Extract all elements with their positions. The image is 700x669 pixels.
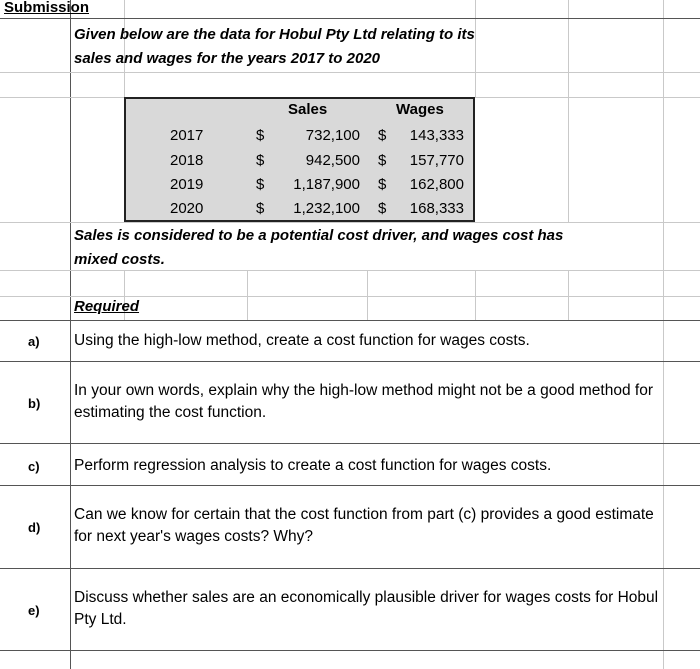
grid-col-line <box>475 0 476 97</box>
header-sales: Sales <box>288 101 328 118</box>
currency-cell: $ <box>256 127 265 144</box>
page-title: Submission <box>4 0 90 16</box>
grid-col-line <box>568 0 569 222</box>
question-label: b) <box>28 396 41 411</box>
question-label: d) <box>28 520 41 535</box>
sales-value-cell: 732,100 <box>305 127 360 144</box>
question-text: Perform regression analysis to create a cost function for wages costs. <box>74 457 552 474</box>
sales-value-cell: 1,187,900 <box>293 176 360 193</box>
grid-row-line <box>0 270 700 271</box>
currency-cell: $ <box>378 176 387 193</box>
grid-row-line <box>0 485 700 486</box>
header-wages: Wages <box>396 101 444 118</box>
question-text: Can we know for certain that the cost function from part (c) provides a good estimate for next year's wages costs? Why? <box>74 506 654 545</box>
grid-row-line <box>0 320 700 321</box>
grid-col-line <box>247 270 248 320</box>
grid-row-line <box>0 222 700 223</box>
grid-row-line <box>0 361 700 362</box>
grid-row-line <box>0 72 700 73</box>
grid-col-line <box>475 270 476 320</box>
question-text: Using the high-low method, create a cost function for wages costs. <box>74 332 530 349</box>
grid-col-line <box>124 0 125 97</box>
wages-value-cell: 168,333 <box>409 200 464 217</box>
intro-line-1: Given below are the data for Hobul Pty Ltd relating to its <box>74 26 475 43</box>
grid-row-line <box>0 568 700 569</box>
currency-cell: $ <box>256 200 265 217</box>
question-label: a) <box>28 334 40 349</box>
question-label: e) <box>28 603 40 618</box>
year-cell: 2017 <box>170 127 204 144</box>
sales-value-cell: 1,232,100 <box>293 200 360 217</box>
wages-value-cell: 162,800 <box>409 176 464 193</box>
grid-row-line <box>0 296 700 297</box>
intro-line-2: sales and wages for the years 2017 to 2020 <box>74 50 380 67</box>
currency-cell: $ <box>378 127 387 144</box>
question-text: Discuss whether sales are an economically plausible driver for wages costs for Hobul Pty Ltd. <box>74 589 659 628</box>
grid-row-line <box>0 443 700 444</box>
note-line-1: Sales is considered to be a potential cost driver, and wages cost has <box>74 227 564 244</box>
year-cell: 2018 <box>170 152 204 169</box>
grid-row-line <box>0 18 700 19</box>
currency-cell: $ <box>256 152 265 169</box>
required-heading: Required <box>74 298 140 315</box>
question-label: c) <box>28 459 40 474</box>
currency-cell: $ <box>378 200 387 217</box>
year-cell: 2020 <box>170 200 204 217</box>
note-line-2: mixed costs. <box>74 251 165 268</box>
grid-col-line <box>568 270 569 320</box>
sales-value-cell: 942,500 <box>305 152 360 169</box>
year-cell: 2019 <box>170 176 204 193</box>
grid-col-line <box>367 270 368 320</box>
currency-cell: $ <box>256 176 265 193</box>
wages-value-cell: 143,333 <box>409 127 464 144</box>
currency-cell: $ <box>378 152 387 169</box>
sales-wages-table <box>124 97 475 222</box>
wages-value-cell: 157,770 <box>409 152 464 169</box>
question-text: In your own words, explain why the high-low method might not be a good method for estimating the cost function. <box>74 382 653 421</box>
grid-row-line <box>0 650 700 651</box>
